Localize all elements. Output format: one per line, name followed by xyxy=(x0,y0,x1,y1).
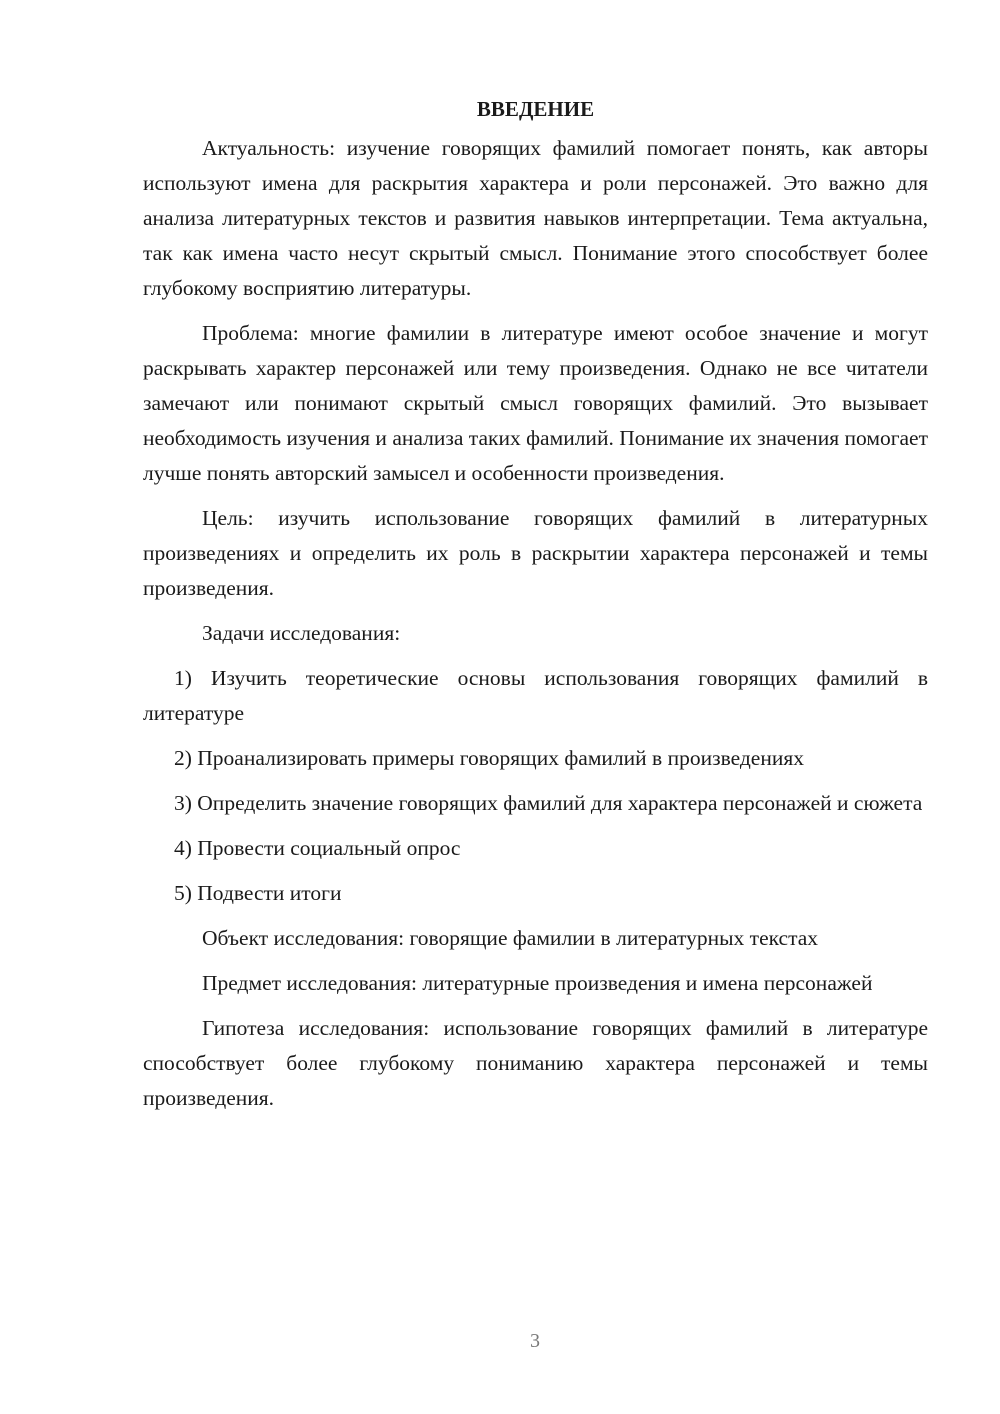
problem-paragraph: Проблема: многие фамилии в литературе имеют особое значение и могут раскрывать характер персонажей или тему произведения. Однако не все читатели замечают или понимают скрытый смысл говорящих фамилий. Это вызывает необходимость изучения и анализа таких фамилий. Понимание их значения помогает лучше понять авторский замысел и особенности произведения. xyxy=(143,321,928,485)
task-item-1: 1) Изучить теоретические основы использования говорящих фамилий в литературе xyxy=(143,666,928,725)
document-page xyxy=(143,92,928,1126)
hypothesis-paragraph: Гипотеза исследования: использование говорящих фамилий в литературе способствует более глубокому пониманию характера персонажей и темы произведения. xyxy=(143,1016,928,1110)
task-item-4: 4) Провести социальный опрос xyxy=(174,836,461,860)
tasks-heading: Задачи исследования: xyxy=(202,621,401,645)
task-item-2: 2) Проанализировать примеры говорящих фамилий в произведениях xyxy=(174,746,804,770)
page-number: 3 xyxy=(530,1330,540,1352)
task-item-5: 5) Подвести итоги xyxy=(174,881,342,905)
page-title: ВВЕДЕНИЕ xyxy=(476,97,595,121)
subject-paragraph: Предмет исследования: литературные произведения и имена персонажей xyxy=(202,971,873,995)
relevance-paragraph: Актуальность: изучение говорящих фамилий помогает понять, как авторы используют имена для раскрытия характера и роли персонажей. Это важно для анализа литературных текстов и развития навыков интерпретации. Тема актуальна, так как имена часто несут скрытый смысл. Понимание этого способствует более глубокому восприятию литературы. xyxy=(143,136,928,300)
goal-paragraph: Цель: изучить использование говорящих фамилий в литературных произведениях и определить их роль в раскрытии характера персонажей и темы произведения. xyxy=(143,506,928,600)
task-item-3: 3) Определить значение говорящих фамилий для характера персонажей и сюжета xyxy=(174,791,923,815)
object-paragraph: Объект исследования: говорящие фамилии в литературных текстах xyxy=(202,926,819,950)
